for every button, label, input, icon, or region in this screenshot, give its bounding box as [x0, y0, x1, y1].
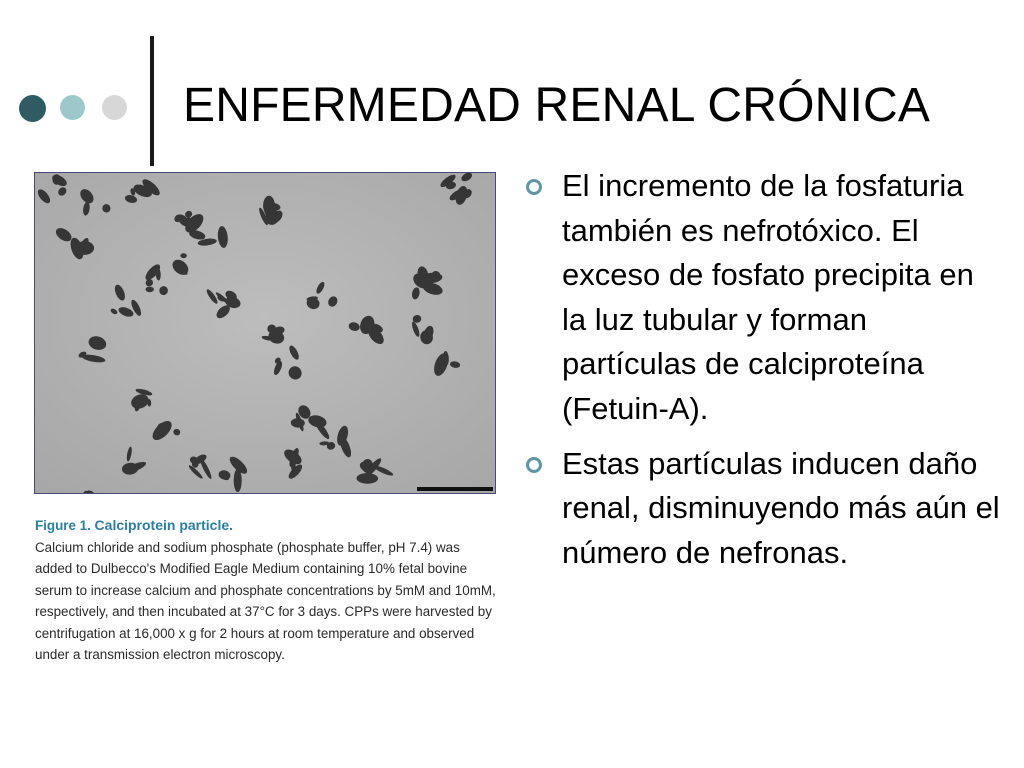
figure-title: Calciprotein particle.: [94, 517, 234, 533]
ring-bullet-icon: [526, 179, 542, 195]
electron-micrograph-image: [34, 172, 496, 494]
figure-label: Figure 1.: [35, 518, 91, 533]
bullet-text: Estas partículas inducen daño renal, disminuyendo más aún el número de nefronas.: [562, 445, 1000, 570]
accent-dot-light: [60, 95, 85, 120]
bullet-text: El incremento de la fosfaturia también es nefrotóxico. El exceso de fosfato precipita en la luz tubular y forman partículas de calciproteína (Fetuin-A).: [562, 168, 974, 426]
micrograph-particles: [35, 173, 495, 493]
crystal-particle: [75, 241, 94, 255]
accent-dot-dark: [19, 95, 46, 122]
title-divider: [150, 36, 154, 166]
bullet-list: [524, 164, 1004, 585]
figure-caption: [35, 515, 497, 666]
crystal-particle: [263, 196, 275, 216]
slide-title: ENFERMEDAD RENAL CRÓNICA: [183, 79, 931, 132]
accent-dot-grey: [102, 95, 127, 120]
bullet-item: [524, 442, 1004, 576]
ring-bullet-icon: [526, 457, 542, 473]
crystal-particle: [146, 287, 154, 293]
figure-caption-text: Calcium chloride and sodium phosphate (phosphate buffer, pH 7.4) was added to Dulbecco's Modified Eagle Medium containing 10% fetal bovine serum to increase calcium and phosphate concentrations by 5mM and 10mM, respectively, and then incubated at 37°C for 3 days. CPPs were harvested by centrifugation at 16,000 x g for 2 hours at room temperature and observed under a transmission electron microscopy.: [35, 539, 496, 662]
bullet-item: [524, 164, 1004, 432]
